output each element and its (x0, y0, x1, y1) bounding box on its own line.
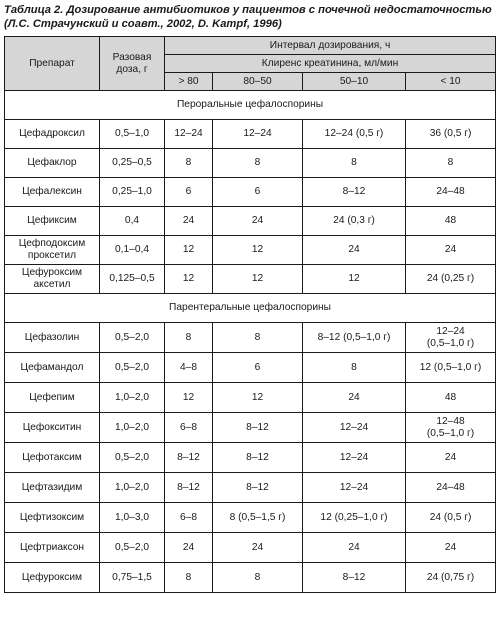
cell-clearance-50-10 (303, 413, 406, 443)
cell-drug-line: Цефамандол (20, 361, 84, 373)
cell-dose: 0,5–2,0 (100, 533, 165, 563)
cell-dose: 1,0–2,0 (100, 383, 165, 413)
table-row (5, 236, 496, 265)
cell-clearance-lt10-line: 12–24 (436, 325, 465, 337)
cell-clearance-lt10-line: 24–48 (436, 481, 465, 493)
cell-clearance-gt80-line: 24 (182, 541, 195, 553)
cell-clearance-lt10-line: 12–48 (436, 415, 465, 427)
cell-clearance-80-50-line: 6 (254, 186, 261, 197)
cell-clearance-50-10 (303, 353, 406, 383)
cell-clearance-gt80 (165, 265, 213, 294)
cell-clearance-80-50-line: 6 (254, 361, 261, 373)
cell-clearance-gt80-line: 8 (185, 331, 192, 343)
cell-clearance-lt10 (406, 443, 496, 473)
cell-clearance-80-50-line: 8–12 (246, 421, 269, 433)
cell-drug (5, 383, 100, 413)
cell-clearance-80-50 (213, 120, 303, 149)
cell-clearance-50-10-line: 12 (0,25–1,0 г) (320, 511, 388, 523)
cell-clearance-80-50-line: 24 (251, 215, 264, 226)
cell-clearance-lt10-line: 24–48 (436, 186, 465, 197)
cell-clearance-80-50 (213, 383, 303, 413)
section-row (5, 294, 496, 323)
cell-clearance-gt80-line: 24 (182, 215, 195, 226)
cell-dose: 0,5–2,0 (100, 353, 165, 383)
header-dose (100, 37, 165, 91)
cell-drug-line: Цефаклор (27, 157, 77, 168)
cell-clearance-50-10-line: 12 (348, 273, 360, 284)
cell-clearance-80-50 (213, 563, 303, 593)
cell-clearance-80-50-line: 8–12 (246, 451, 269, 463)
cell-clearance-80-50 (213, 236, 303, 265)
cell-clearance-50-10 (303, 120, 406, 149)
cell-drug-line: Цефтазидим (21, 481, 83, 493)
table-row (5, 149, 496, 178)
cell-drug-line: Цефуроксим (21, 267, 83, 278)
cell-clearance-gt80-line: 12 (182, 244, 195, 255)
cell-drug (5, 236, 100, 265)
cell-clearance-lt10-line: (0,5–1,0 г) (426, 337, 475, 349)
cell-clearance-lt10 (406, 503, 496, 533)
header-interval: Интервал дозирования, ч (165, 37, 496, 55)
cell-dose: 0,125–0,5 (100, 265, 165, 294)
cell-clearance-gt80-line: 8–12 (177, 451, 200, 463)
cell-drug-line: Цефтриаксон (19, 541, 85, 553)
cell-clearance-lt10 (406, 323, 496, 353)
cell-clearance-lt10-line: 24 (0,5 г) (429, 511, 472, 523)
cell-clearance-lt10-line: 36 (0,5 г) (429, 128, 472, 139)
cell-clearance-gt80-line: 12–24 (174, 128, 203, 139)
cell-clearance-lt10-line: 48 (444, 215, 457, 226)
cell-clearance-gt80 (165, 207, 213, 236)
cell-clearance-gt80-line: 6 (185, 186, 192, 197)
table-row (5, 443, 496, 473)
cell-drug-line: Цефподоксим (18, 238, 86, 249)
cell-drug (5, 353, 100, 383)
cell-clearance-80-50-line: 12 (251, 273, 264, 284)
cell-clearance-gt80 (165, 413, 213, 443)
cell-clearance-50-10-line: 12–24 (0,5 г) (324, 128, 384, 139)
cell-clearance-80-50 (213, 149, 303, 178)
caption-title: Таблица 2. Дозирование антибиотиков у пациентов с почечной недостаточностью (4, 4, 492, 16)
cell-dose: 0,25–0,5 (100, 149, 165, 178)
cell-clearance-gt80 (165, 503, 213, 533)
cell-clearance-50-10-line: 8 (351, 361, 357, 373)
cell-clearance-50-10-line: 12–24 (339, 451, 369, 463)
cell-clearance-gt80-line: 8–12 (177, 481, 200, 493)
table-row (5, 207, 496, 236)
cell-clearance-gt80 (165, 563, 213, 593)
cell-clearance-gt80 (165, 236, 213, 265)
header-clearance: Клиренс креатинина, мл/мин (165, 55, 496, 73)
header-col-4: < 10 (406, 73, 496, 91)
cell-clearance-80-50-line: 8 (254, 157, 261, 168)
cell-clearance-gt80 (165, 323, 213, 353)
cell-drug (5, 207, 100, 236)
table-row (5, 120, 496, 149)
cell-clearance-50-10 (303, 149, 406, 178)
cell-clearance-gt80 (165, 178, 213, 207)
cell-clearance-80-50 (213, 323, 303, 353)
cell-clearance-80-50-line: 24 (251, 541, 264, 553)
caption-source: (Л.С. Страчунский и соавт., 2002, D. Kampf, 1996) (4, 18, 282, 30)
table-row (5, 413, 496, 443)
cell-drug-line: аксетил (33, 279, 71, 290)
cell-clearance-50-10-line: 8–12 (0,5–1,0 г) (317, 331, 391, 343)
cell-clearance-80-50 (213, 178, 303, 207)
cell-clearance-lt10 (406, 236, 496, 265)
cell-clearance-80-50 (213, 207, 303, 236)
cell-clearance-lt10 (406, 533, 496, 563)
cell-dose: 0,5–2,0 (100, 443, 165, 473)
cell-clearance-lt10-line: 24 (0,75 г) (426, 571, 475, 583)
table-header (5, 37, 496, 91)
header-dose-line2: доза, г (116, 63, 148, 75)
cell-clearance-80-50 (213, 265, 303, 294)
cell-clearance-50-10 (303, 473, 406, 503)
cell-clearance-50-10-line: 24 (348, 244, 360, 255)
table-row (5, 503, 496, 533)
header-col-3: 50–10 (303, 73, 406, 91)
cell-dose: 1,0–2,0 (100, 413, 165, 443)
cell-clearance-80-50 (213, 353, 303, 383)
cell-clearance-50-10 (303, 265, 406, 294)
cell-clearance-80-50-line: 8 (254, 331, 261, 343)
table-caption (4, 3, 496, 31)
cell-clearance-lt10-line: 24 (444, 244, 457, 255)
cell-clearance-80-50-line: 8–12 (246, 481, 269, 493)
cell-clearance-50-10 (303, 178, 406, 207)
cell-clearance-80-50 (213, 503, 303, 533)
cell-clearance-80-50-line: 12 (251, 391, 264, 403)
cell-clearance-lt10 (406, 413, 496, 443)
cell-clearance-50-10 (303, 443, 406, 473)
cell-clearance-lt10-line: 24 (444, 541, 457, 553)
cell-clearance-50-10 (303, 533, 406, 563)
cell-drug-line: Цефепим (29, 391, 75, 403)
cell-clearance-80-50-line: 8 (0,5–1,5 г) (229, 511, 286, 523)
cell-clearance-gt80-line: 6–8 (180, 511, 197, 523)
cell-clearance-gt80-line: 12 (182, 391, 195, 403)
cell-drug-line: Цефалексин (22, 186, 82, 197)
cell-clearance-50-10 (303, 236, 406, 265)
cell-clearance-gt80-line: 4–8 (180, 361, 197, 373)
cell-clearance-gt80-line: 12 (182, 273, 195, 284)
cell-clearance-50-10-line: 12–24 (339, 481, 369, 493)
table-row (5, 178, 496, 207)
cell-clearance-50-10-line: 8–12 (342, 571, 366, 583)
cell-drug-line: Цефотаксим (22, 451, 82, 463)
cell-clearance-gt80 (165, 473, 213, 503)
cell-dose: 0,75–1,5 (100, 563, 165, 593)
cell-clearance-lt10 (406, 265, 496, 294)
cell-clearance-lt10 (406, 207, 496, 236)
cell-dose: 0,5–2,0 (100, 323, 165, 353)
cell-clearance-gt80 (165, 353, 213, 383)
cell-drug (5, 120, 100, 149)
table-row (5, 323, 496, 353)
cell-clearance-gt80-line: 8 (185, 157, 192, 168)
cell-clearance-50-10-line: 8–12 (342, 186, 366, 197)
cell-clearance-gt80 (165, 120, 213, 149)
cell-drug-line: Цефуроксим (21, 571, 83, 583)
cell-drug (5, 178, 100, 207)
cell-drug (5, 413, 100, 443)
cell-clearance-lt10 (406, 473, 496, 503)
cell-drug (5, 323, 100, 353)
cell-clearance-80-50 (213, 473, 303, 503)
cell-clearance-50-10 (303, 207, 406, 236)
cell-drug (5, 503, 100, 533)
table-row (5, 533, 496, 563)
cell-drug-line: Цефокситин (22, 421, 82, 433)
cell-drug (5, 473, 100, 503)
header-col-1: > 80 (165, 73, 213, 91)
cell-clearance-gt80 (165, 533, 213, 563)
header-drug: Препарат (5, 37, 100, 91)
cell-clearance-80-50-line: 12 (251, 244, 264, 255)
cell-dose: 0,4 (100, 207, 165, 236)
cell-dose: 0,1–0,4 (100, 236, 165, 265)
cell-clearance-50-10-line: 12–24 (339, 421, 369, 433)
cell-clearance-80-50 (213, 533, 303, 563)
cell-clearance-gt80 (165, 443, 213, 473)
table-row (5, 563, 496, 593)
cell-clearance-gt80 (165, 383, 213, 413)
section-title: Пероральные цефалоспорины (5, 91, 496, 120)
cell-clearance-50-10 (303, 563, 406, 593)
cell-clearance-80-50-line: 8 (254, 571, 261, 583)
header-col-2: 80–50 (213, 73, 303, 91)
table-row (5, 473, 496, 503)
cell-clearance-lt10-line: 24 (444, 451, 457, 463)
cell-clearance-lt10 (406, 149, 496, 178)
section-title: Парентеральные цефалоспорины (5, 294, 496, 323)
cell-clearance-50-10 (303, 503, 406, 533)
cell-clearance-lt10-line: (0,5–1,0 г) (426, 427, 475, 439)
cell-clearance-gt80-line: 8 (185, 571, 192, 583)
cell-drug-line: Цефадроксил (19, 128, 85, 139)
section-row (5, 91, 496, 120)
cell-clearance-lt10 (406, 353, 496, 383)
cell-drug (5, 443, 100, 473)
cell-clearance-80-50 (213, 413, 303, 443)
cell-dose: 1,0–3,0 (100, 503, 165, 533)
cell-drug-line: Цефазолин (24, 331, 80, 343)
table-body (5, 91, 496, 593)
cell-clearance-gt80-line: 6–8 (180, 421, 197, 433)
cell-clearance-lt10-line: 48 (444, 391, 457, 403)
cell-drug (5, 149, 100, 178)
cell-clearance-lt10 (406, 563, 496, 593)
cell-drug-line: Цефиксим (27, 215, 77, 226)
cell-clearance-lt10-line: 24 (0,25 г) (426, 273, 475, 284)
cell-dose: 0,25–1,0 (100, 178, 165, 207)
cell-drug (5, 563, 100, 593)
cell-clearance-80-50-line: 12–24 (243, 128, 272, 139)
cell-clearance-50-10-line: 24 (348, 391, 360, 403)
cell-dose: 1,0–2,0 (100, 473, 165, 503)
cell-drug-line: проксетил (27, 250, 77, 261)
table-row (5, 383, 496, 413)
cell-clearance-50-10 (303, 383, 406, 413)
cell-drug (5, 265, 100, 294)
table-row (5, 353, 496, 383)
dosing-table (4, 36, 496, 593)
cell-clearance-gt80 (165, 149, 213, 178)
cell-clearance-lt10-line: 12 (0,5–1,0 г) (419, 361, 482, 373)
cell-clearance-50-10-line: 8 (351, 157, 357, 168)
cell-drug (5, 533, 100, 563)
header-dose-line1: Разовая (112, 51, 152, 63)
cell-dose: 0,5–1,0 (100, 120, 165, 149)
cell-clearance-50-10 (303, 323, 406, 353)
cell-clearance-lt10 (406, 120, 496, 149)
cell-clearance-50-10-line: 24 (0,3 г) (333, 215, 375, 226)
cell-clearance-lt10 (406, 383, 496, 413)
cell-clearance-50-10-line: 24 (348, 541, 360, 553)
cell-clearance-lt10-line: 8 (447, 157, 454, 168)
cell-clearance-lt10 (406, 178, 496, 207)
table-row (5, 265, 496, 294)
cell-clearance-80-50 (213, 443, 303, 473)
cell-drug-line: Цефтизоксим (19, 511, 85, 523)
